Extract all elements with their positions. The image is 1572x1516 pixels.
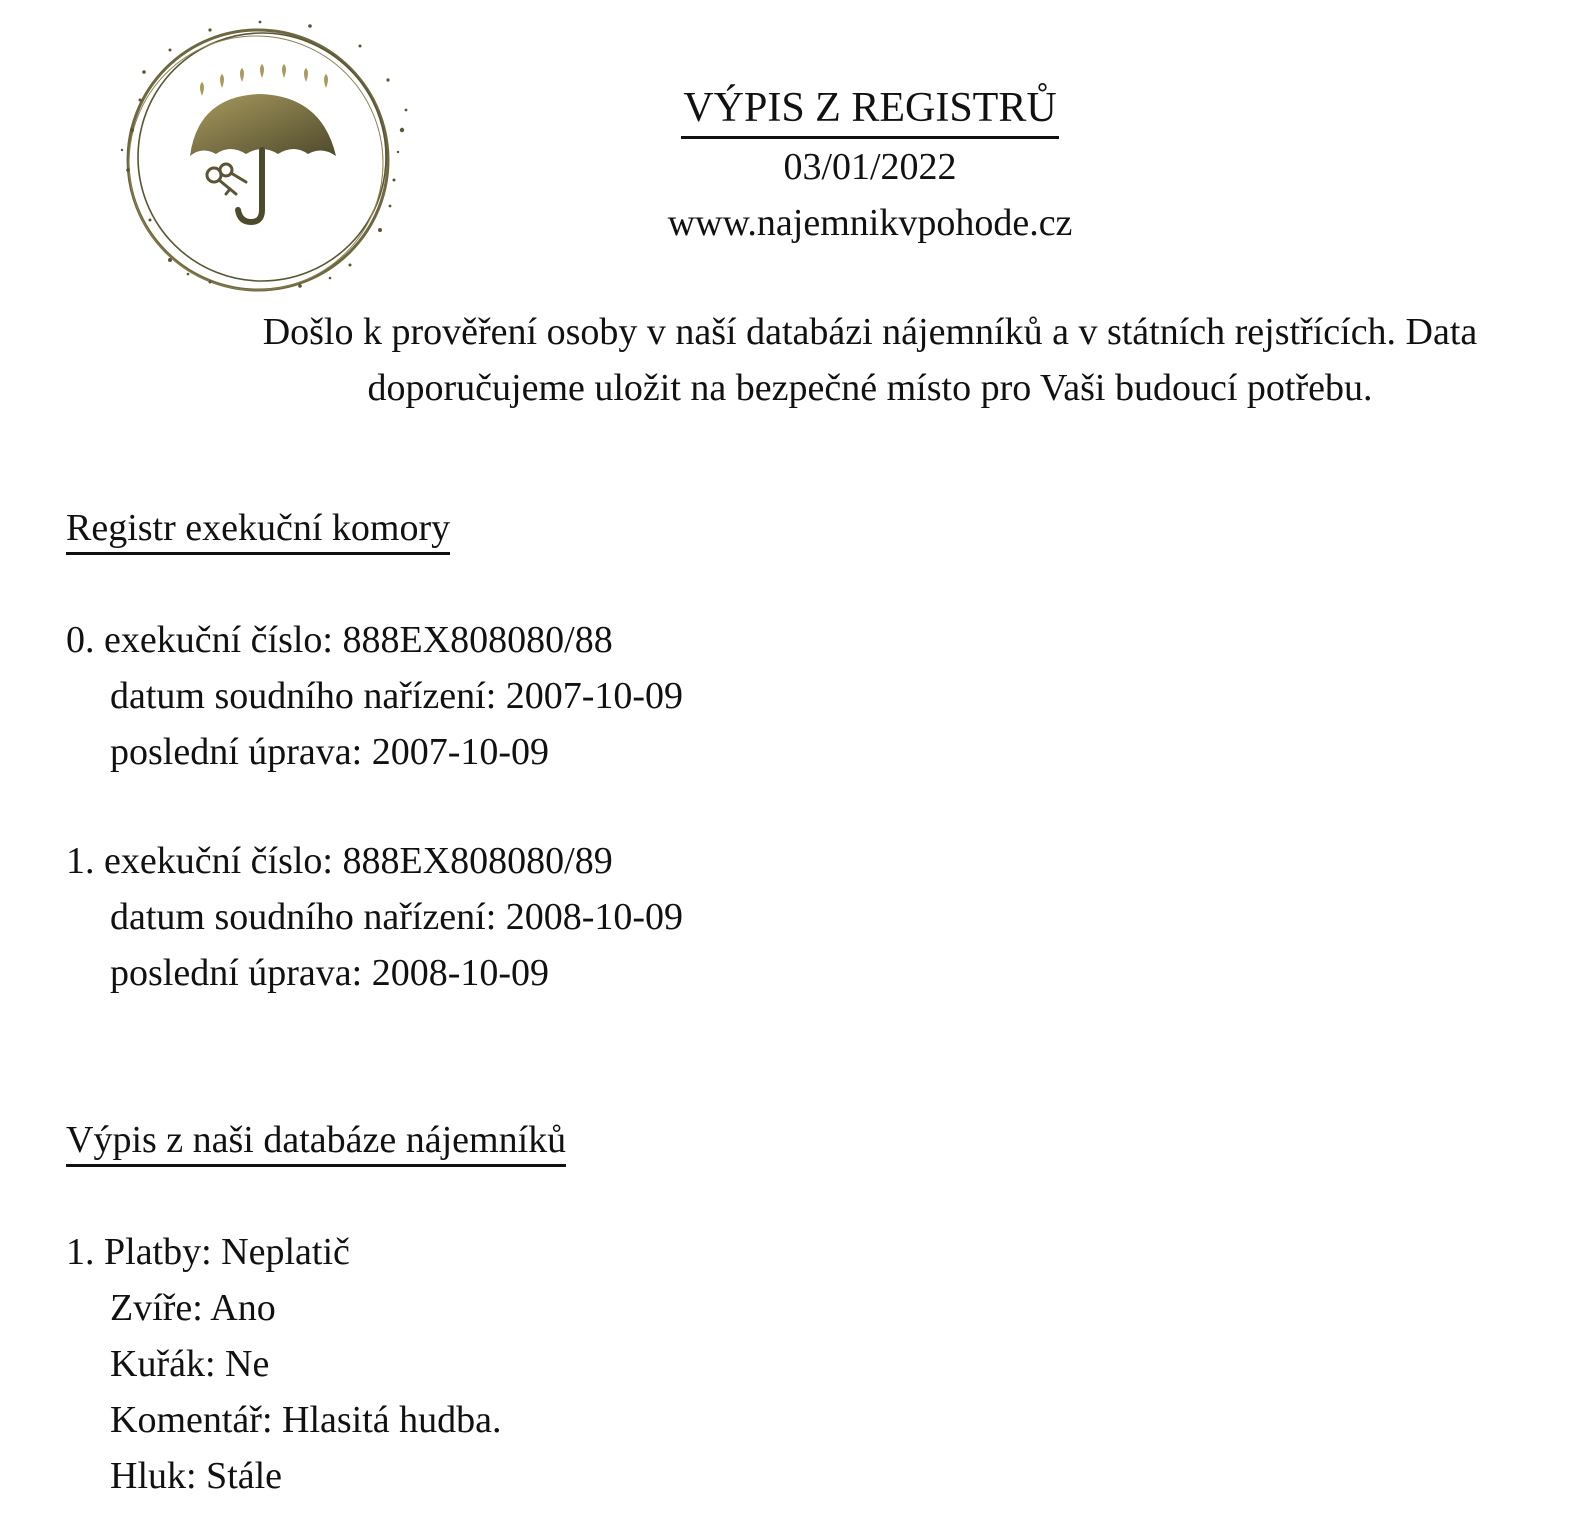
animals-status: Zvíře: Ano <box>110 1287 276 1329</box>
noise-status: Hluk: Stále <box>110 1455 283 1497</box>
last-edit-date: poslední úprava: 2008-10-09 <box>110 952 550 994</box>
company-logo <box>110 10 420 300</box>
execution-record <box>66 612 683 780</box>
tenant-database-heading: Výpis z naši databáze nájemníků <box>66 1116 566 1167</box>
report-date: 03/01/2022 <box>783 146 957 188</box>
intro-paragraph <box>150 304 1572 416</box>
payments-status: 1. Platby: Neplatič <box>66 1231 350 1273</box>
execution-number: 0. exekuční číslo: 888EX808080/88 <box>66 619 613 661</box>
website-url: www.najemnikvpohode.cz <box>667 202 1073 244</box>
execution-number: 1. exekuční číslo: 888EX808080/89 <box>66 840 613 882</box>
tenant-record <box>66 1224 502 1504</box>
execution-record <box>66 833 683 1001</box>
comment-text: Komentář: Hlasitá hudba. <box>110 1399 502 1441</box>
execution-register-heading: Registr exekuční komory <box>66 504 450 555</box>
last-edit-date: poslední úprava: 2007-10-09 <box>110 731 550 773</box>
smoker-status: Kuřák: Ne <box>110 1343 270 1385</box>
report-header <box>570 80 1170 251</box>
court-order-date: datum soudního nařízení: 2008-10-09 <box>110 896 684 938</box>
umbrella-logo-icon <box>110 10 420 300</box>
intro-line: doporučujeme uložit na bezpečné místo pro Vaši budoucí potřebu. <box>367 367 1373 409</box>
report-title: VÝPIS Z REGISTRŮ <box>681 80 1058 139</box>
court-order-date: datum soudního nařízení: 2007-10-09 <box>110 675 684 717</box>
intro-line: Došlo k prověření osoby v naší databázi nájemníků a v státních rejstřících. Data <box>262 311 1478 353</box>
